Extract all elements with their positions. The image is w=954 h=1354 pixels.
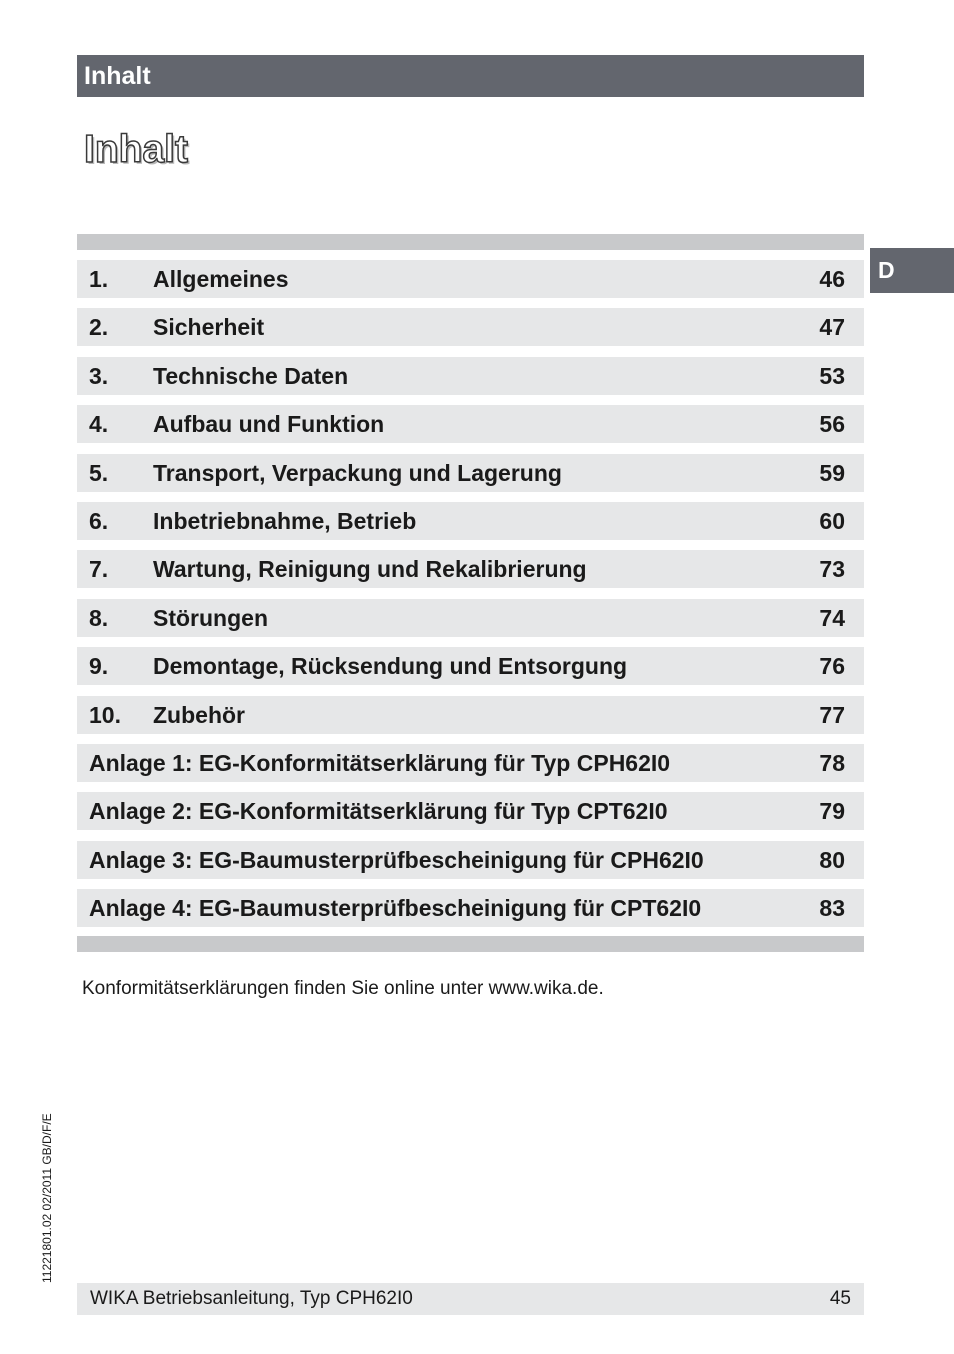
page-title: Inhalt [84,128,188,171]
table-of-contents [77,260,864,937]
toc-title: Inbetriebnahme, Betrieb [153,507,417,534]
toc-title: Sicherheit [153,314,265,341]
toc-row-annex-2[interactable] [77,792,864,830]
toc-number: 2. [89,314,109,341]
footer-text: WIKA Betriebsanleitung, Typ CPH62I0 [90,1288,413,1309]
toc-row-6[interactable] [77,502,864,540]
toc-number: 1. [89,266,109,292]
toc-page-number: 53 [819,362,845,389]
toc-row-2[interactable] [77,308,864,346]
toc-title: Wartung, Reinigung und Rekalibrierung [153,556,587,583]
toc-row-3[interactable] [77,357,864,395]
toc-bottom-rule [77,936,864,952]
conformity-note: Konformitätserklärungen finden Sie online unter www.wika.de. [82,978,604,999]
toc-page-number: 47 [819,314,845,341]
toc-number: 8. [89,604,109,631]
toc-title: Aufbau und Funktion [153,411,385,438]
footer-page-number: 45 [829,1288,851,1309]
toc-number: 7. [89,556,109,583]
toc-page-number: 77 [819,701,845,728]
section-header-bar [77,55,864,97]
toc-row-9[interactable] [77,647,864,685]
toc-title: Anlage 3: EG-Baumusterprüfbescheinigung für CPH62I0 [89,846,704,873]
toc-title: Allgemeines [153,266,289,292]
language-tab-label: D [878,257,895,283]
toc-page-number: 80 [819,846,845,873]
toc-title: Anlage 1: EG-Konformitätserklärung für Typ CPH62I0 [89,749,671,776]
toc-page-number: 79 [819,798,845,825]
toc-row-10[interactable] [77,696,864,734]
toc-page-number: 74 [819,604,845,631]
document-code: 11221801.02 02/2011 GB/D/F/E [40,1113,54,1283]
toc-title: Transport, Verpackung und Lagerung [153,459,562,486]
toc-row-1[interactable] [77,260,864,298]
toc-title: Zubehör [153,701,245,728]
toc-number: 9. [89,653,109,680]
toc-number: 5. [89,459,109,486]
toc-number: 10. [89,701,121,728]
language-tab[interactable] [870,248,954,293]
section-header-title: Inhalt [84,62,151,90]
toc-row-5[interactable] [77,454,864,492]
toc-title: Anlage 2: EG-Konformitätserklärung für Typ CPT62I0 [89,798,668,825]
toc-number: 6. [89,507,109,534]
toc-title: Anlage 4: EG-Baumusterprüfbescheinigung für CPT62I0 [89,895,702,922]
toc-row-annex-3[interactable] [77,841,864,879]
toc-row-annex-4[interactable] [77,889,864,927]
toc-title: Demontage, Rücksendung und Entsorgung [153,653,628,680]
toc-page-number: 76 [819,653,845,680]
toc-row-4[interactable] [77,405,864,443]
toc-number: 4. [89,411,109,438]
toc-page-number: 78 [819,749,845,776]
toc-row-annex-1[interactable] [77,744,864,782]
toc-page-number: 73 [819,556,845,583]
toc-row-8[interactable] [77,599,864,637]
toc-row-7[interactable] [77,550,864,588]
toc-number: 3. [89,362,109,389]
toc-page-number: 46 [819,266,845,292]
page-footer [77,1283,864,1315]
toc-page-number: 56 [819,411,845,438]
toc-title: Störungen [153,604,268,631]
toc-page-number: 60 [819,507,845,534]
toc-title: Technische Daten [153,362,349,389]
toc-top-rule [77,234,864,250]
toc-page-number: 59 [819,459,845,486]
toc-page-number: 83 [819,895,845,922]
